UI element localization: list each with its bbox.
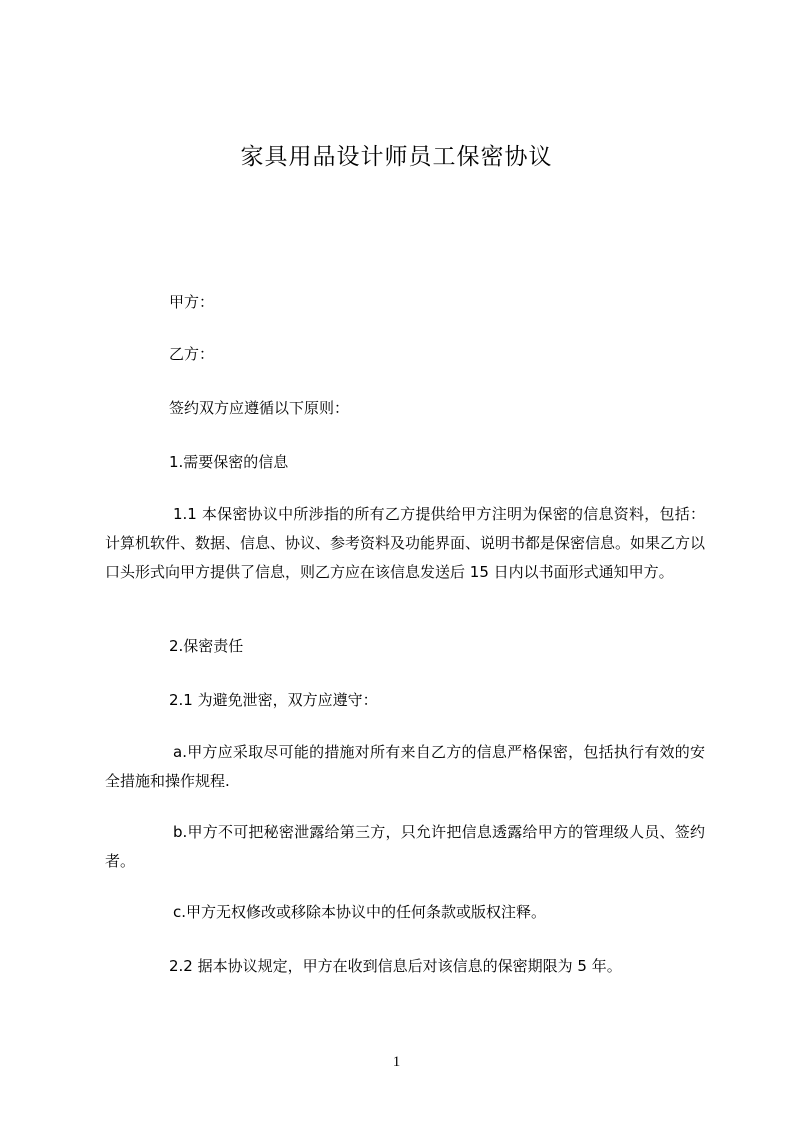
party-b-line: 乙方： bbox=[169, 345, 215, 363]
clause-2-1-b: b.甲方不可把秘密泄露给第三方，只允许把信息透露给甲方的管理级人员、签约者。 bbox=[105, 823, 705, 870]
clause-2-1-a: a.甲方应采取尽可能的措施对所有来自乙方的信息严格保密，包括执行有效的安全措施和操作规程. bbox=[105, 743, 705, 790]
clause-2-1-c: c.甲方无权修改或移除本协议中的任何条款或版权注释。 bbox=[173, 903, 547, 921]
document-title: 家具用品设计师员工保密协议 bbox=[240, 144, 553, 170]
principles-intro: 签约双方应遵循以下原则： bbox=[169, 399, 350, 417]
clause-2-1: 2.1 为避免泄密，双方应遵守： bbox=[169, 691, 378, 709]
clause-2-2: 2.2 据本协议规定，甲方在收到信息后对该信息的保密期限为 5 年。 bbox=[169, 957, 622, 975]
clause-1-1: 1.1 本保密协议中所涉指的所有乙方提供给甲方注明为保密的信息资料，包括：计算机软件、数据、信息、协议、参考资料及功能界面、说明书都是保密信息。如果乙方以口头形式向甲方提供了信息，则乙方应在该信息发送后 15 日内以书面形式通知甲方。 bbox=[105, 505, 706, 581]
page-number: 1 bbox=[392, 1054, 401, 1070]
section-1-heading: 1.需要保密的信息 bbox=[169, 453, 289, 471]
section-2-heading: 2.保密责任 bbox=[169, 637, 244, 655]
party-a-line: 甲方： bbox=[169, 293, 215, 311]
